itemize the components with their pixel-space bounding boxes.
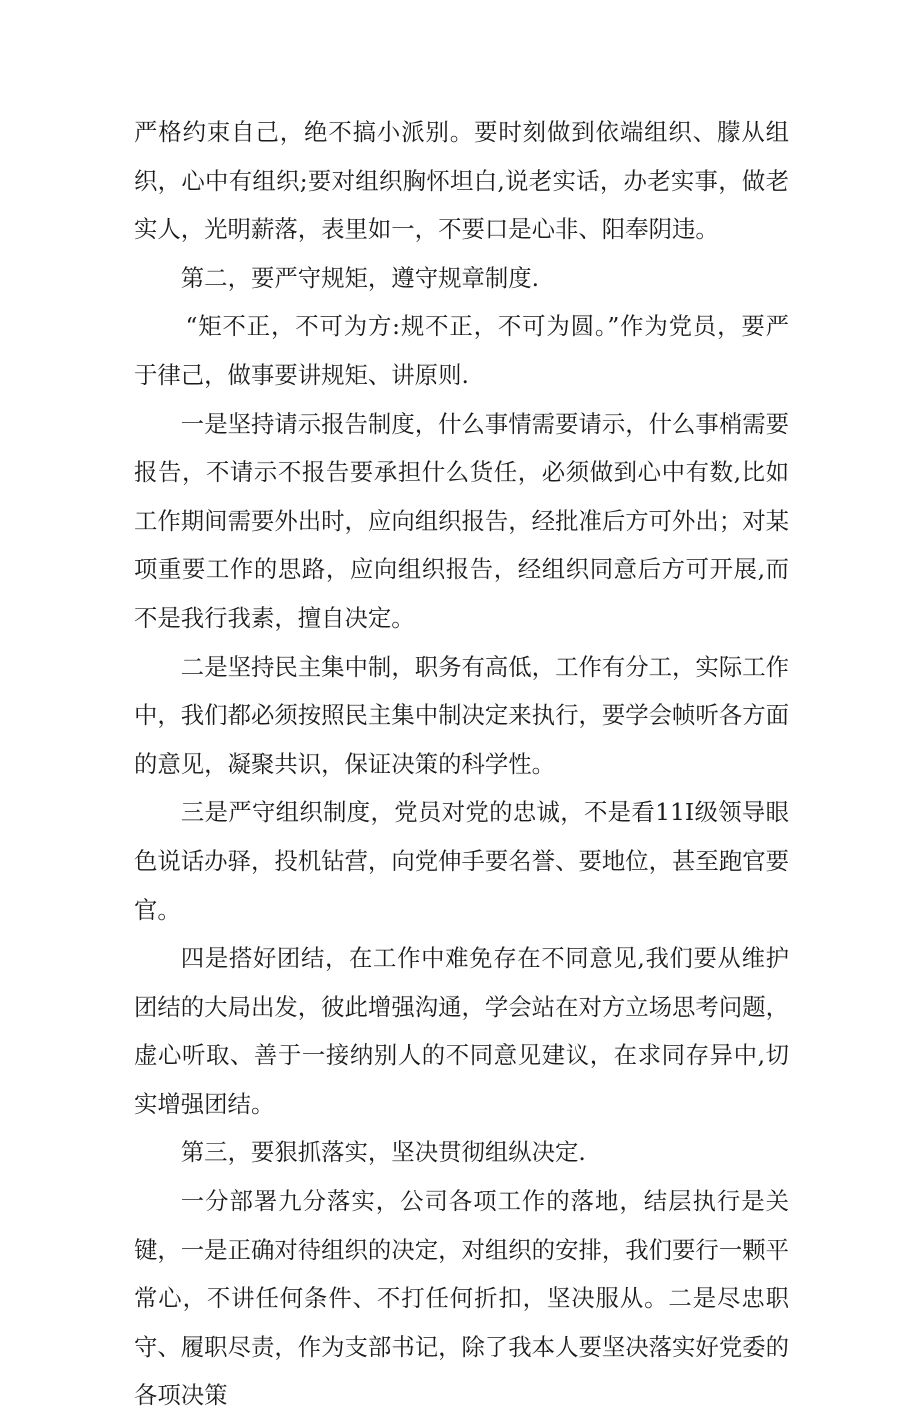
paragraph-continued-discipline: 严格约束自己，绝不搞小派别。要时刻做到依端组织、朦从组织，心中有组织;要对组织胸怀坦白,说老实话，办老实事，做老实人，光明薪落，表里如一，不要口是心非、阳奉阴违。: [134, 118, 789, 244]
document-body: [134, 108, 789, 1420]
paragraph-quote-rules: “矩不正，不可为方:规不正，不可为圆。”作为党员，要严于律己，做事要讲规矩、讲原则.: [134, 312, 789, 389]
heading-second-point: 第二，要严守规矩，遵守规章制度.: [180, 263, 540, 292]
paragraph-organization-system: 三是严守组织制度，党员对党的忠诚，不是看11I级领导眼色说话办驿，投机钻营，向党伸手要名誉、要地位，甚至跑官要官。: [134, 798, 789, 924]
paragraph-unity: 四是搭好团结，在工作中难免存在不同意见,我们要从维护团结的大局出发，彼此增强沟通，学会站在对方立场思考问题，虚心听取、善于一接纳别人的不同意见建议，在求同存异中,切实增强团结。: [134, 944, 789, 1118]
paragraph-reporting-system: 一是坚持请示报告制度，什么事情需要请示，什么事梢需要报告，不请示不报告要承担什么货任，必须做到心中有数,比如工作期间需要外出时，应向组织报告，经批准后方可外出；对某项重要工作的思路，应向组织报告，经组织同意后方可开展,而不是我行我素，擅自决定。: [134, 409, 789, 632]
paragraph-democratic-centralism: 二是坚持民主集中制，职务有高低，工作有分工，实际工作中，我们都必须按照民主集中制决定来执行，要学会帧听各方面的意见，凝聚共识，保证决策的科学性。: [134, 652, 789, 778]
heading-third-point: 第三，要狠抓落实，坚决贯彻组纵决定.: [180, 1138, 586, 1167]
paragraph-implementation: 一分部署九分落实，公司各项工作的落地，结层执行是关键，一是正确对待组织的决定，对组织的安排，我们要行一颗平常心，不讲任何条件、不打任何折扣，坚决服从。二是尽忠职守、履职尽责，作为支部书记，除了我本人要坚决落实好党委的各项决策: [134, 1187, 789, 1410]
